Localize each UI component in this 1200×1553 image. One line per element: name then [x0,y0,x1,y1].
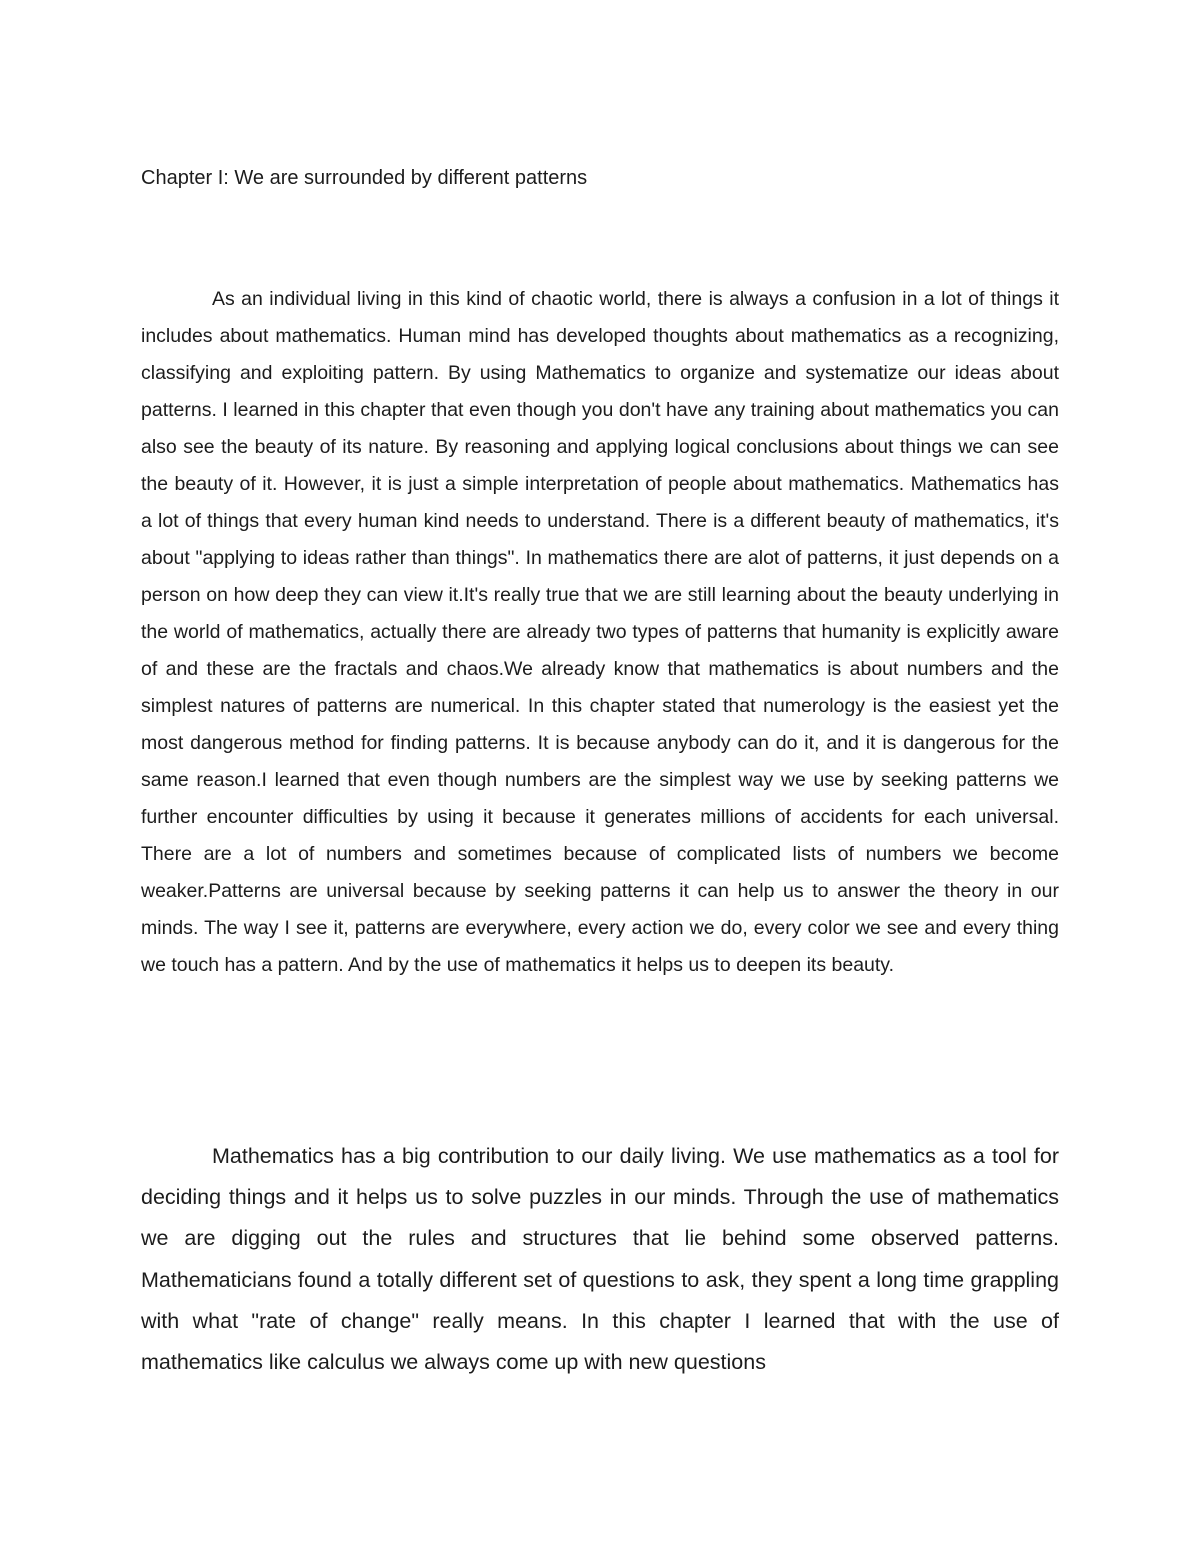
chapter-heading: Chapter I: We are surrounded by different patterns [141,167,588,189]
body-paragraph-patterns: As an individual living in this kind of chaotic world, there is always a confusion in a lot of things it includes about mathematics. Human mind has developed thoughts about mathematics as a recognizing, classifying and exploiting pattern. By using Mathematics to organize and systematize our ideas about patterns. I learned in this chapter that even though you don't have any training about mathematics you can also see the beauty of its nature. By reasoning and applying logical conclusions about things we can see the beauty of it. However, it is just a simple interpretation of people about mathematics. Mathematics has a lot of things that every human kind needs to understand. There is a different beauty of mathematics, it's about "applying to ideas rather than things". In mathematics there are alot of patterns, it just depends on a person on how deep they can view it.It's really true that we are still learning about the beauty underlying in the world of mathematics, actually there are already two types of patterns that humanity is explicitly aware of and these are the fractals and chaos.We already know that mathematics is about numbers and the simplest natures of patterns are numerical. In this chapter stated that numerology is the easiest yet the most dangerous method for finding patterns. It is because anybody can do it, and it is dangerous for the same reason.I learned that even though numbers are the simplest way we use by seeking patterns we further encounter difficulties by using it because it generates millions of accidents for each universal. There are a lot of numbers and sometimes because of complicated lists of numbers we become weaker.Patterns are universal because by seeking patterns it can help us to answer the theory in our minds. The way I see it, patterns are everywhere, every action we do, every color we see and every thing we touch has a pattern. And by the use of mathematics it helps us to deepen its beauty. [141,288,1059,976]
body-paragraph-daily-living: Mathematics has a big contribution to our daily living. We use mathematics as a tool for deciding things and it helps us to solve puzzles in our minds. Through the use of mathematics we are digging out the rules and structures that lie behind some observed patterns. Mathematicians found a totally different set of questions to ask, they spent a long time grappling with what "rate of change" really means. In this chapter I learned that with the use of mathematics like calculus we always come up with new questions [141,1144,1059,1375]
